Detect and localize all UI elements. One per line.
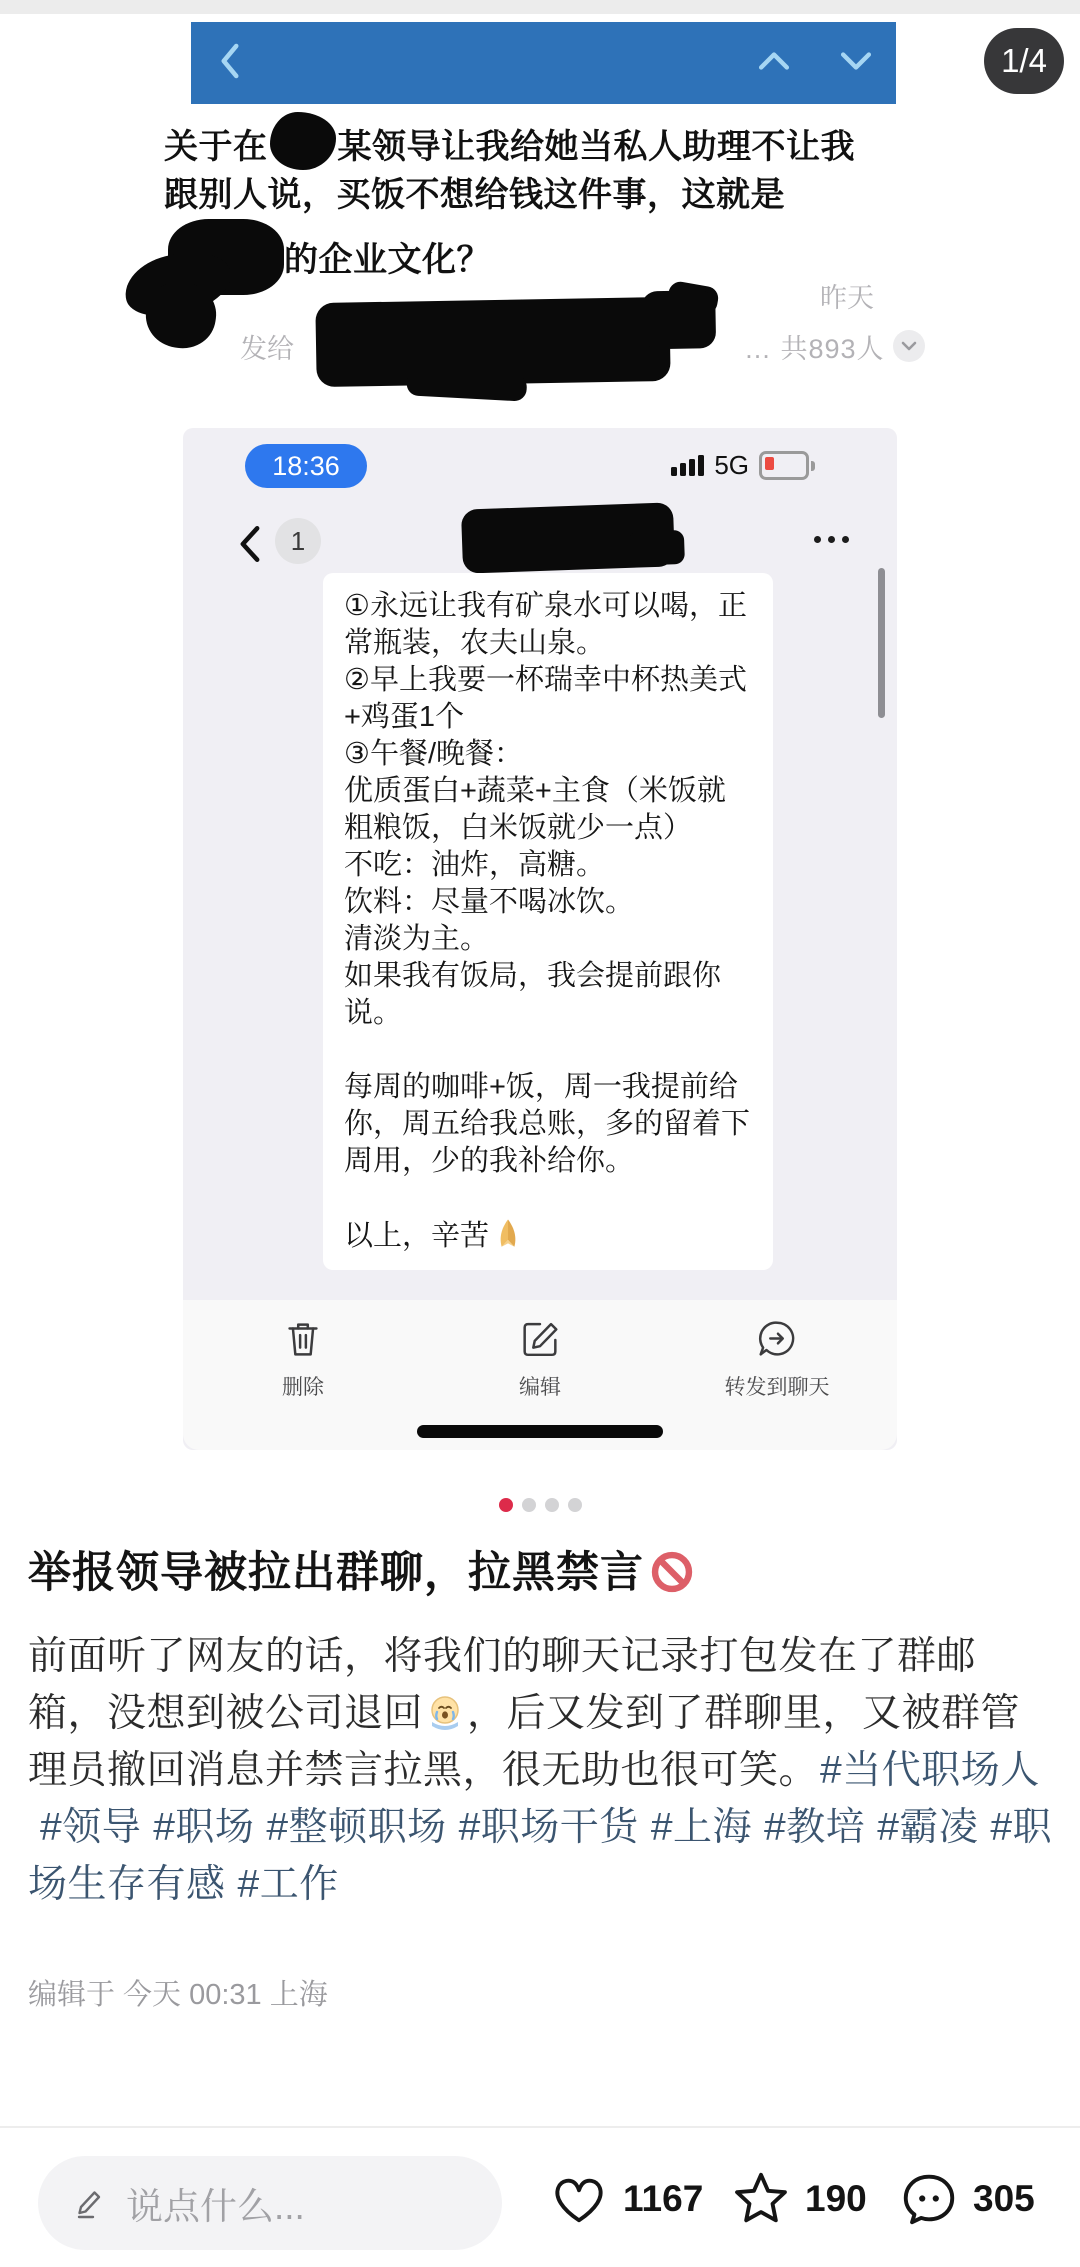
forward-chat-icon — [754, 1316, 800, 1362]
chat-line: 饮料：尽量不喝冰饮。 — [344, 886, 635, 918]
unread-count-badge — [275, 518, 321, 564]
screenshot-nav-bar — [191, 22, 896, 104]
chat-line: +鸡蛋1个 — [344, 701, 465, 733]
folded-hands-icon — [491, 1217, 525, 1251]
chat-line: 清淡为主。 — [344, 923, 490, 955]
no-entry-icon — [650, 1550, 694, 1594]
comment-count: 305 — [973, 2178, 1035, 2219]
post-body-text: 前面听了网友的话，将我们的聊天记录打包发在了群邮箱，没想到被公司退回 — [28, 1635, 977, 1735]
hashtag-link[interactable]: #教培 — [764, 1806, 866, 1849]
post-title — [28, 1544, 1052, 1602]
sent-to-label: 发给 — [240, 333, 294, 364]
redaction-blob — [270, 112, 336, 170]
tool-label: 转发到聊天 — [724, 1376, 830, 1399]
hashtag-link[interactable]: #上海 — [650, 1806, 753, 1849]
more-options-button[interactable] — [814, 536, 849, 543]
collect-count: 190 — [805, 2178, 867, 2219]
chat-line: ①永远让我有矿泉水可以喝，正 — [344, 590, 747, 622]
chat-line: 不吃：油炸，高糖。 — [344, 849, 606, 881]
screenshot-timestamp: 昨天 — [820, 283, 874, 313]
chat-scrollbar[interactable] — [878, 568, 885, 718]
like-count: 1167 — [623, 2178, 704, 2219]
chevron-down-icon — [838, 49, 874, 78]
trash-icon — [280, 1316, 326, 1362]
wechat-screenshot — [183, 428, 897, 1450]
status-bar-right — [671, 450, 815, 481]
redacted-chat-title-blob — [461, 502, 675, 573]
chat-line: 你，周五给我总账，多的留着下 — [344, 1108, 751, 1140]
chat-message-lines — [344, 588, 752, 1255]
carousel-dots[interactable] — [0, 1498, 1080, 1512]
audience-expand-button[interactable] — [893, 330, 925, 362]
hashtag-link[interactable]: #职场生存有感 — [28, 1806, 1053, 1906]
hashtag-link[interactable]: #霸凌 — [877, 1806, 979, 1849]
chat-line: 常瓶装，农夫山泉。 — [344, 627, 606, 659]
chat-message-bubble — [323, 573, 773, 1270]
chat-line: 粗粮饭，白米饭就少一点） — [344, 812, 693, 844]
star-icon — [730, 2168, 792, 2230]
comment-placeholder: 说点什么... — [126, 2186, 305, 2227]
heart-icon — [548, 2168, 610, 2230]
hashtag-link[interactable]: #领导 — [40, 1806, 142, 1849]
chat-line: 如果我有饭局，我会提前跟你 — [344, 960, 722, 992]
chat-line: 周用，少的我补给你。 — [344, 1145, 635, 1177]
tool-label: 编辑 — [519, 1376, 561, 1399]
audience-count: … 共893人 — [744, 333, 885, 364]
chat-line: ②早上我要一杯瑞幸中杯热美式 — [344, 664, 747, 696]
hashtag-link[interactable]: #职场 — [153, 1806, 255, 1849]
delete-button[interactable] — [238, 1316, 368, 1450]
sent-to-row — [240, 318, 925, 374]
hashtag-link[interactable]: #工作 — [237, 1863, 339, 1906]
chevron-up-icon — [756, 49, 792, 78]
screenshot-post-title — [164, 112, 864, 295]
screenshot-title-text: 的企业文化？ — [284, 241, 491, 279]
hashtag-link[interactable]: #当代职场人 — [820, 1749, 1040, 1792]
chevron-left-icon — [213, 41, 247, 86]
like-button[interactable] — [548, 2168, 703, 2230]
chevron-left-icon — [237, 524, 263, 564]
edited-timestamp: 编辑于 今天 00:31 上海 — [28, 1979, 328, 2011]
carousel-dot — [545, 1498, 559, 1512]
chat-line: 优质蛋白+蔬菜+主食（米饭就 — [344, 775, 726, 807]
forward-to-chat-button[interactable] — [712, 1316, 842, 1450]
post-body-text: ，后又发到了群聊里，又被群管理员撤回消息并禁言拉黑，很无助也很可笑。 — [28, 1692, 1021, 1792]
carousel-dot — [522, 1498, 536, 1512]
screenshot-title-text: 关于在 — [164, 128, 268, 166]
screenshot-title-text: 某领导让我给她当私人助理不让我跟别人说，买饭不想给钱这件事，这就是 — [164, 128, 855, 214]
status-time-pill — [245, 444, 367, 488]
pencil-icon — [72, 2185, 108, 2221]
post-title-text: 举报领导被拉出群聊，拉黑禁言 — [28, 1549, 644, 1597]
post-body — [28, 1628, 1054, 1913]
chat-line — [344, 1180, 752, 1217]
carousel-dot-active — [499, 1498, 513, 1512]
chat-line — [344, 1032, 752, 1069]
hashtag-link[interactable]: #整顿职场 — [266, 1806, 447, 1849]
signal-bars-icon — [671, 455, 704, 476]
hashtag-link[interactable]: #职场干货 — [458, 1806, 639, 1849]
battery-icon — [759, 451, 815, 480]
back-button[interactable] — [237, 524, 263, 569]
edit-icon — [517, 1316, 563, 1362]
chat-line: 说。 — [344, 997, 403, 1029]
comment-input[interactable] — [38, 2156, 502, 2250]
comment-bubble-icon — [898, 2168, 960, 2230]
collect-button[interactable] — [730, 2168, 867, 2230]
chat-line: 每周的咖啡+饭，周一我提前给 — [344, 1071, 738, 1103]
home-indicator — [417, 1425, 663, 1438]
chat-line: 以上，辛苦 — [344, 1217, 752, 1255]
chat-line: ③午餐/晚餐： — [344, 738, 524, 770]
page-indicator-badge — [984, 28, 1064, 94]
unread-count: 1 — [290, 525, 306, 556]
section-divider — [0, 2126, 1080, 2128]
status-time: 18:36 — [272, 450, 340, 481]
chevron-down-icon — [900, 340, 918, 352]
tool-label: 删除 — [282, 1376, 324, 1399]
redacted-names-blob — [315, 297, 670, 387]
carousel-dot — [568, 1498, 582, 1512]
network-type: 5G — [714, 450, 749, 480]
page-indicator-text: 1/4 — [1001, 42, 1047, 79]
top-strip — [0, 0, 1080, 14]
crying-doll-icon — [425, 1693, 465, 1733]
comment-button[interactable] — [898, 2168, 1035, 2230]
